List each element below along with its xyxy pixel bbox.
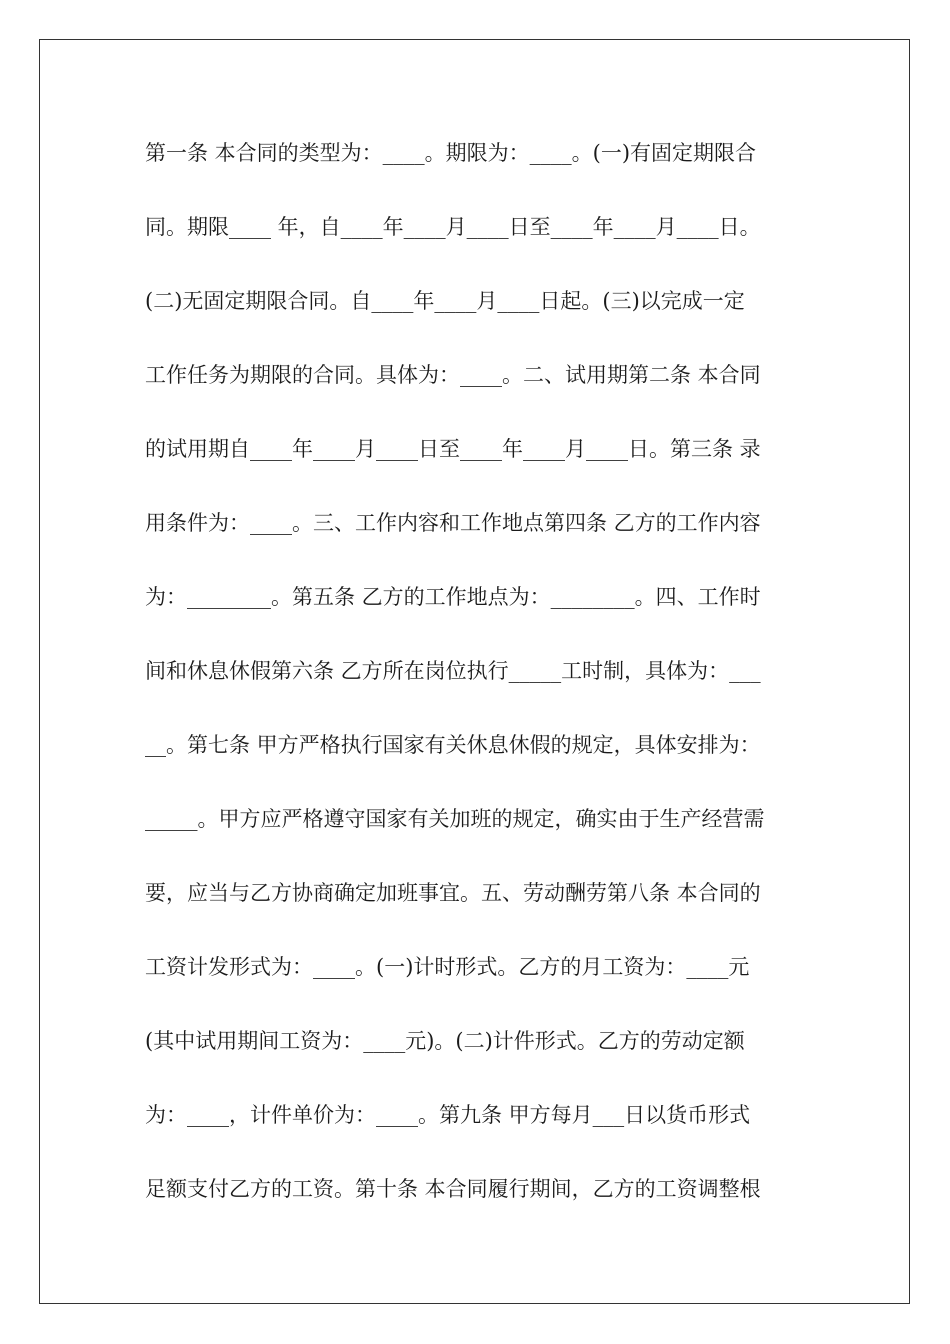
text-line-1: 第一条 本合同的类型为：____。期限为：____。(一)有固定期限合 [145,141,757,165]
text-line-6: 用条件为：____。三、工作内容和工作地点第四条 乙方的工作内容 [145,511,761,535]
text-line-14: 为：____，计件单价为：____。第九条 甲方每月___日以货币形式 [145,1103,751,1127]
text-line-15: 足额支付乙方的工资。第十条 本合同履行期间，乙方的工资调整根 [145,1177,761,1201]
text-line-2: 同。期限____ 年，自____年____月____日至____年____月____日。 [145,215,761,239]
text-line-9: __。第七条 甲方严格执行国家有关休息休假的规定，具体安排为： [145,733,761,757]
text-line-13: (其中试用期间工资为：____元)。(二)计件形式。乙方的劳动定额 [145,1029,745,1053]
text-line-4: 工作任务为期限的合同。具体为：____。二、试用期第二条 本合同 [145,363,761,387]
text-line-12: 工资计发形式为：____。(一)计时形式。乙方的月工资为：____元 [145,955,750,979]
text-line-3: (二)无固定期限合同。自____年____月____日起。(三)以完成一定 [145,289,745,313]
text-line-11: 要，应当与乙方协商确定加班事宜。五、劳动酬劳第八条 本合同的 [145,881,761,905]
document-body [145,124,810,1234]
text-line-7: 为：________。第五条 乙方的工作地点为：________。四、工作时 [145,585,761,609]
text-line-5: 的试用期自____年____月____日至____年____月____日。第三条 录 [145,437,761,461]
text-line-8: 间和休息休假第六条 乙方所在岗位执行_____工时制，具体为：___ [145,659,761,683]
text-line-10: _____。甲方应严格遵守国家有关加班的规定，确实由于生产经营需 [145,807,765,831]
